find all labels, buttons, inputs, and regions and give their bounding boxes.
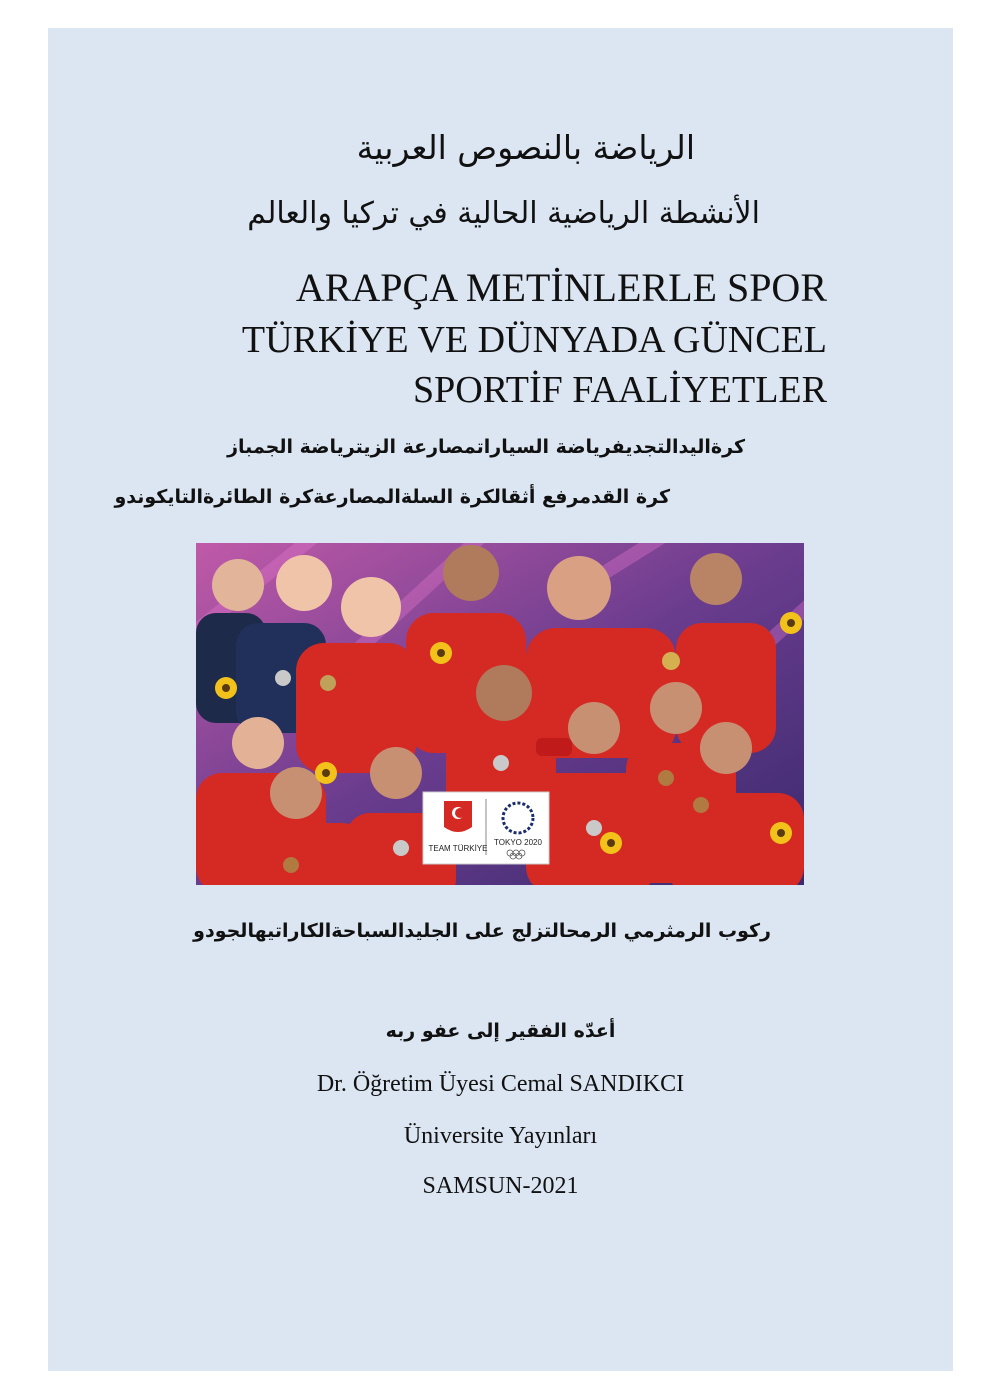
place-and-year: SAMSUN-2021: [422, 1173, 579, 1199]
arabic-sports-list-3: ركوب الرمثرمي الرمحالتزلج على الجليدالسباحةالكاراتيهالجودو: [193, 920, 771, 942]
cover-page: [48, 28, 953, 1371]
arabic-sports-list-1: كرةاليدالتجديفرياضة السياراتمصارعة الزيترياضة الجمباز: [227, 436, 745, 458]
arabic-sports-list-2: كرة القدمرفع أثقالكرة السلةالمصارعةكرة الطائرةالتايكوندو: [114, 486, 670, 508]
publisher: Üniversite Yayınları: [403, 1123, 598, 1149]
arabic-title: الرياضة بالنصوص العربية: [356, 128, 695, 167]
author-name: Dr. Öğretim Üyesi Cemal SANDIKCI: [316, 1071, 685, 1097]
prepared-by: أعدّه الفقير إلى عفو ربه: [385, 1020, 616, 1042]
turkish-title-line-3: SPORTİF FAALİYETLER: [413, 369, 827, 411]
logo-right-caption: TOKYO 2020: [494, 838, 542, 847]
team-turkiye-tokyo-2020-logo: [423, 792, 549, 864]
turkish-title-line-1: ARAPÇA METİNLERLE SPOR: [295, 265, 827, 310]
turkish-title-line-2: TÜRKİYE VE DÜNYADA GÜNCEL: [241, 319, 827, 361]
arabic-subtitle: الأنشطة الرياضية الحالية في تركيا والعالم: [247, 196, 760, 231]
team-photo: [196, 543, 804, 885]
team-photo-illustration: [196, 543, 804, 885]
logo-left-caption: TEAM TÜRKİYE: [428, 844, 488, 853]
